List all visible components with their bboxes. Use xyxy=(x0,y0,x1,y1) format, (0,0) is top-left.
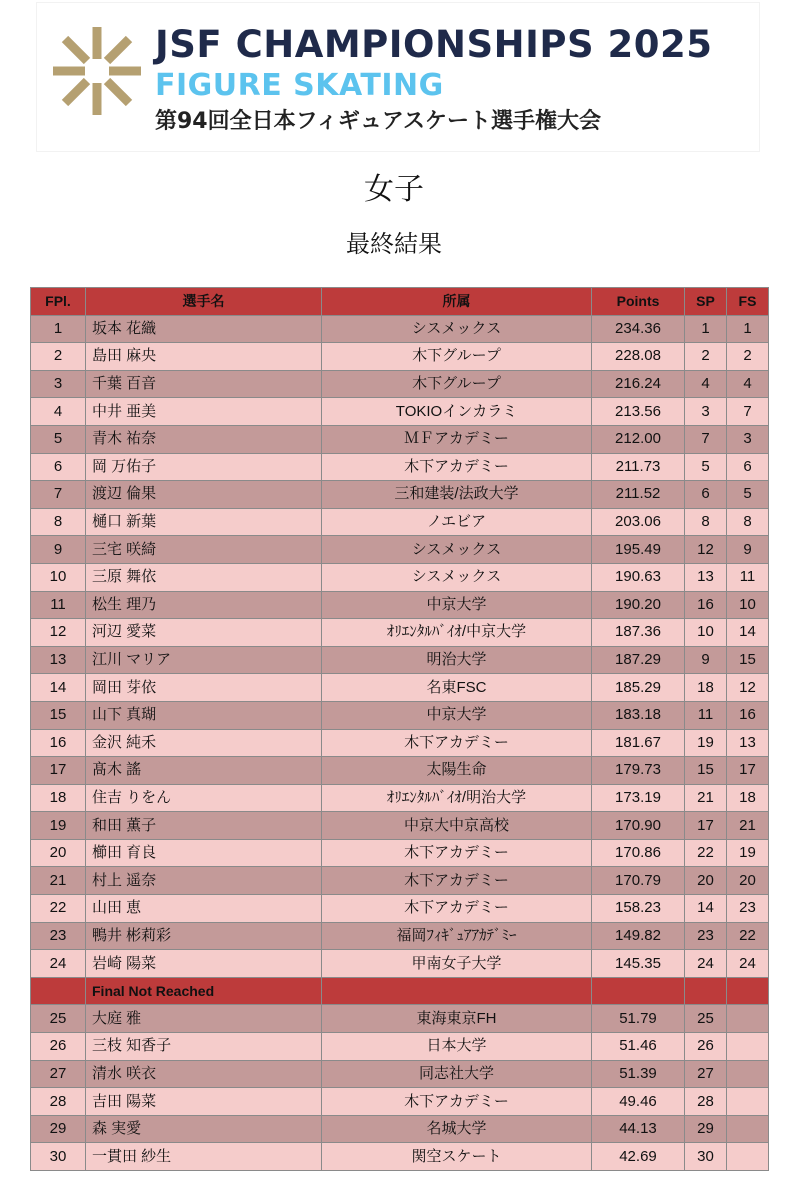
section-row-final-not-reached xyxy=(31,977,769,1005)
cell-fs: 6 xyxy=(727,453,769,481)
cell-name: 一貫田 紗生 xyxy=(86,1143,322,1171)
cell-fpl: 8 xyxy=(31,508,86,536)
cell-fpl: 9 xyxy=(31,536,86,564)
table-row[interactable] xyxy=(31,508,769,536)
results-table xyxy=(30,287,769,1171)
cell-fpl: 19 xyxy=(31,812,86,840)
cell-club: シスメックス xyxy=(322,315,592,343)
cell-fpl: 28 xyxy=(31,1088,86,1116)
cell-sp: 23 xyxy=(685,922,727,950)
section-empty-cell xyxy=(592,977,685,1005)
table-row[interactable] xyxy=(31,729,769,757)
cell-sp: 9 xyxy=(685,646,727,674)
cell-club: TOKIOインカラミ xyxy=(322,398,592,426)
cell-fpl: 26 xyxy=(31,1033,86,1061)
cell-fs: 14 xyxy=(727,619,769,647)
cell-name: 松生 理乃 xyxy=(86,591,322,619)
cell-points: 211.52 xyxy=(592,481,685,509)
table-row[interactable] xyxy=(31,425,769,453)
cell-fpl: 6 xyxy=(31,453,86,481)
cell-club: 福岡ﾌｨｷﾞｭｱｱｶﾃﾞﾐｰ xyxy=(322,922,592,950)
cell-fs: 20 xyxy=(727,867,769,895)
cell-name: 岡 万佑子 xyxy=(86,453,322,481)
cell-fpl: 4 xyxy=(31,398,86,426)
cell-fs: 5 xyxy=(727,481,769,509)
cell-name: 樋口 新葉 xyxy=(86,508,322,536)
table-row[interactable] xyxy=(31,922,769,950)
cell-sp: 30 xyxy=(685,1143,727,1171)
cell-fpl: 24 xyxy=(31,950,86,978)
cell-fs: 15 xyxy=(727,646,769,674)
table-row[interactable] xyxy=(31,646,769,674)
cell-points: 228.08 xyxy=(592,343,685,371)
section-empty-cell xyxy=(685,977,727,1005)
cell-fs: 16 xyxy=(727,701,769,729)
cell-fpl: 2 xyxy=(31,343,86,371)
cell-club: 関空スケート xyxy=(322,1143,592,1171)
table-row[interactable] xyxy=(31,784,769,812)
table-row[interactable] xyxy=(31,950,769,978)
cell-points: 145.35 xyxy=(592,950,685,978)
cell-sp: 26 xyxy=(685,1033,727,1061)
cell-fs: 8 xyxy=(727,508,769,536)
cell-points: 187.36 xyxy=(592,619,685,647)
table-row[interactable] xyxy=(31,1060,769,1088)
cell-club: ｵﾘｴﾝﾀﾙﾊﾞｲｵ/明治大学 xyxy=(322,784,592,812)
col-header-points[interactable]: Points xyxy=(592,288,685,316)
table-row[interactable] xyxy=(31,674,769,702)
snowflake-logo-icon xyxy=(47,21,147,121)
cell-fs: 9 xyxy=(727,536,769,564)
cell-fs: 11 xyxy=(727,563,769,591)
cell-sp: 15 xyxy=(685,757,727,785)
table-row[interactable] xyxy=(31,1088,769,1116)
col-header-fs[interactable]: FS xyxy=(727,288,769,316)
cell-fs xyxy=(727,1088,769,1116)
cell-points: 170.86 xyxy=(592,839,685,867)
cell-points: 51.39 xyxy=(592,1060,685,1088)
cell-fpl: 11 xyxy=(31,591,86,619)
cell-points: 190.63 xyxy=(592,563,685,591)
cell-club: 名東FSC xyxy=(322,674,592,702)
cell-sp: 28 xyxy=(685,1088,727,1116)
cell-club: 木下アカデミー xyxy=(322,895,592,923)
table-row[interactable] xyxy=(31,453,769,481)
table-row[interactable] xyxy=(31,1005,769,1033)
cell-fpl: 7 xyxy=(31,481,86,509)
cell-fs: 2 xyxy=(727,343,769,371)
col-header-fpl[interactable]: FPl. xyxy=(31,288,86,316)
cell-points: 181.67 xyxy=(592,729,685,757)
cell-sp: 7 xyxy=(685,425,727,453)
section-empty-cell xyxy=(322,977,592,1005)
cell-fpl: 20 xyxy=(31,839,86,867)
cell-sp: 10 xyxy=(685,619,727,647)
cell-club: 明治大学 xyxy=(322,646,592,674)
cell-fs: 21 xyxy=(727,812,769,840)
cell-sp: 3 xyxy=(685,398,727,426)
cell-name: 江川 マリア xyxy=(86,646,322,674)
cell-fpl: 12 xyxy=(31,619,86,647)
banner-japanese-title: 第94回全日本フィギュアスケート選手権大会 xyxy=(155,109,601,134)
cell-fs: 1 xyxy=(727,315,769,343)
cell-fs xyxy=(727,1143,769,1171)
cell-points: 51.46 xyxy=(592,1033,685,1061)
cell-sp: 2 xyxy=(685,343,727,371)
section-label: Final Not Reached xyxy=(86,977,322,1005)
cell-sp: 11 xyxy=(685,701,727,729)
cell-points: 212.00 xyxy=(592,425,685,453)
table-row[interactable] xyxy=(31,398,769,426)
cell-fpl: 3 xyxy=(31,370,86,398)
cell-name: 和田 薫子 xyxy=(86,812,322,840)
table-row[interactable] xyxy=(31,591,769,619)
result-title: 最終結果 xyxy=(346,231,442,258)
section-empty-cell xyxy=(727,977,769,1005)
table-row[interactable] xyxy=(31,701,769,729)
cell-fs: 13 xyxy=(727,729,769,757)
cell-fs: 22 xyxy=(727,922,769,950)
cell-sp: 22 xyxy=(685,839,727,867)
cell-fpl: 23 xyxy=(31,922,86,950)
table-row[interactable] xyxy=(31,619,769,647)
cell-sp: 5 xyxy=(685,453,727,481)
cell-fs: 17 xyxy=(727,757,769,785)
cell-club: 日本大学 xyxy=(322,1033,592,1061)
cell-name: 鴨井 彬莉彩 xyxy=(86,922,322,950)
cell-sp: 17 xyxy=(685,812,727,840)
cell-name: 村上 遥奈 xyxy=(86,867,322,895)
cell-points: 216.24 xyxy=(592,370,685,398)
cell-points: 203.06 xyxy=(592,508,685,536)
cell-sp: 27 xyxy=(685,1060,727,1088)
cell-sp: 14 xyxy=(685,895,727,923)
table-row[interactable] xyxy=(31,563,769,591)
cell-sp: 25 xyxy=(685,1005,727,1033)
cell-fs xyxy=(727,1060,769,1088)
cell-name: 山下 真瑚 xyxy=(86,701,322,729)
cell-name: 大庭 雅 xyxy=(86,1005,322,1033)
event-banner xyxy=(37,3,759,151)
cell-name: 渡辺 倫果 xyxy=(86,481,322,509)
cell-sp: 18 xyxy=(685,674,727,702)
cell-sp: 19 xyxy=(685,729,727,757)
banner-title: JSF CHAMPIONSHIPS 2025 xyxy=(155,23,713,66)
cell-points: 149.82 xyxy=(592,922,685,950)
cell-name: 坂本 花織 xyxy=(86,315,322,343)
cell-club: シスメックス xyxy=(322,563,592,591)
cell-points: 170.90 xyxy=(592,812,685,840)
cell-points: 211.73 xyxy=(592,453,685,481)
cell-name: 千葉 百音 xyxy=(86,370,322,398)
table-header-row xyxy=(31,288,769,316)
cell-points: 158.23 xyxy=(592,895,685,923)
table-row[interactable] xyxy=(31,895,769,923)
cell-name: 櫛田 育良 xyxy=(86,839,322,867)
cell-points: 170.79 xyxy=(592,867,685,895)
cell-club: ノエビア xyxy=(322,508,592,536)
cell-name: 青木 祐奈 xyxy=(86,425,322,453)
cell-name: 金沢 純禾 xyxy=(86,729,322,757)
cell-fpl: 22 xyxy=(31,895,86,923)
cell-club: 甲南女子大学 xyxy=(322,950,592,978)
cell-sp: 6 xyxy=(685,481,727,509)
cell-name: 岩崎 陽菜 xyxy=(86,950,322,978)
cell-points: 49.46 xyxy=(592,1088,685,1116)
cell-name: 島田 麻央 xyxy=(86,343,322,371)
cell-fs: 18 xyxy=(727,784,769,812)
cell-name: 三原 舞依 xyxy=(86,563,322,591)
cell-club: 木下アカデミー xyxy=(322,839,592,867)
cell-points: 185.29 xyxy=(592,674,685,702)
cell-points: 42.69 xyxy=(592,1143,685,1171)
cell-fpl: 1 xyxy=(31,315,86,343)
cell-name: 清水 咲衣 xyxy=(86,1060,322,1088)
cell-club: 同志社大学 xyxy=(322,1060,592,1088)
table-row[interactable] xyxy=(31,839,769,867)
cell-fs: 10 xyxy=(727,591,769,619)
cell-points: 44.13 xyxy=(592,1115,685,1143)
cell-club: ｵﾘｴﾝﾀﾙﾊﾞｲｵ/中京大学 xyxy=(322,619,592,647)
cell-club: 中京大中京高校 xyxy=(322,812,592,840)
table-row[interactable] xyxy=(31,343,769,371)
cell-fpl: 13 xyxy=(31,646,86,674)
cell-points: 179.73 xyxy=(592,757,685,785)
cell-club: 名城大学 xyxy=(322,1115,592,1143)
cell-sp: 24 xyxy=(685,950,727,978)
col-header-club[interactable]: 所属 xyxy=(322,288,592,316)
cell-fpl: 29 xyxy=(31,1115,86,1143)
category-title: 女子 xyxy=(364,173,424,206)
banner-subtitle: FIGURE SKATING xyxy=(155,68,444,103)
cell-name: 河辺 愛菜 xyxy=(86,619,322,647)
col-header-sp[interactable]: SP xyxy=(685,288,727,316)
cell-club: シスメックス xyxy=(322,536,592,564)
cell-fpl: 14 xyxy=(31,674,86,702)
table-row[interactable] xyxy=(31,536,769,564)
cell-club: 木下アカデミー xyxy=(322,729,592,757)
cell-points: 195.49 xyxy=(592,536,685,564)
cell-fpl: 17 xyxy=(31,757,86,785)
cell-sp: 13 xyxy=(685,563,727,591)
cell-sp: 16 xyxy=(685,591,727,619)
col-header-name[interactable]: 選手名 xyxy=(86,288,322,316)
cell-fpl: 18 xyxy=(31,784,86,812)
cell-sp: 4 xyxy=(685,370,727,398)
cell-sp: 1 xyxy=(685,315,727,343)
cell-sp: 8 xyxy=(685,508,727,536)
cell-fs xyxy=(727,1005,769,1033)
table-row[interactable] xyxy=(31,867,769,895)
cell-fs: 7 xyxy=(727,398,769,426)
cell-fpl: 25 xyxy=(31,1005,86,1033)
cell-club: 木下グループ xyxy=(322,343,592,371)
table-row[interactable] xyxy=(31,315,769,343)
cell-sp: 21 xyxy=(685,784,727,812)
cell-fpl: 16 xyxy=(31,729,86,757)
cell-fpl: 10 xyxy=(31,563,86,591)
cell-points: 51.79 xyxy=(592,1005,685,1033)
cell-points: 173.19 xyxy=(592,784,685,812)
cell-sp: 20 xyxy=(685,867,727,895)
cell-fs xyxy=(727,1115,769,1143)
cell-name: 住吉 りをん xyxy=(86,784,322,812)
cell-name: 山田 恵 xyxy=(86,895,322,923)
cell-club: 木下アカデミー xyxy=(322,867,592,895)
section-empty-cell xyxy=(31,977,86,1005)
cell-points: 213.56 xyxy=(592,398,685,426)
table-row[interactable] xyxy=(31,1033,769,1061)
table-row[interactable] xyxy=(31,1115,769,1143)
cell-fs: 23 xyxy=(727,895,769,923)
cell-name: 森 実愛 xyxy=(86,1115,322,1143)
cell-points: 187.29 xyxy=(592,646,685,674)
cell-name: 吉田 陽菜 xyxy=(86,1088,322,1116)
cell-club: 中京大学 xyxy=(322,701,592,729)
cell-club: 木下アカデミー xyxy=(322,453,592,481)
cell-fs: 3 xyxy=(727,425,769,453)
table-row[interactable] xyxy=(31,1143,769,1171)
cell-fpl: 5 xyxy=(31,425,86,453)
cell-fs: 19 xyxy=(727,839,769,867)
cell-name: 三枝 知香子 xyxy=(86,1033,322,1061)
cell-fpl: 30 xyxy=(31,1143,86,1171)
cell-fs: 4 xyxy=(727,370,769,398)
cell-club: 太陽生命 xyxy=(322,757,592,785)
cell-name: 髙木 謠 xyxy=(86,757,322,785)
cell-fs xyxy=(727,1033,769,1061)
cell-points: 234.36 xyxy=(592,315,685,343)
cell-fpl: 15 xyxy=(31,701,86,729)
cell-fs: 12 xyxy=(727,674,769,702)
cell-club: ＭＦアカデミー xyxy=(322,425,592,453)
cell-points: 183.18 xyxy=(592,701,685,729)
table-row[interactable] xyxy=(31,812,769,840)
cell-fpl: 21 xyxy=(31,867,86,895)
cell-points: 190.20 xyxy=(592,591,685,619)
table-row[interactable] xyxy=(31,481,769,509)
cell-club: 木下グループ xyxy=(322,370,592,398)
cell-name: 三宅 咲綺 xyxy=(86,536,322,564)
table-row[interactable] xyxy=(31,757,769,785)
cell-sp: 12 xyxy=(685,536,727,564)
cell-name: 中井 亜美 xyxy=(86,398,322,426)
cell-club: 三和建装/法政大学 xyxy=(322,481,592,509)
cell-club: 中京大学 xyxy=(322,591,592,619)
cell-fs: 24 xyxy=(727,950,769,978)
cell-club: 木下アカデミー xyxy=(322,1088,592,1116)
results-body xyxy=(31,315,769,1170)
table-row[interactable] xyxy=(31,370,769,398)
cell-club: 東海東京FH xyxy=(322,1005,592,1033)
cell-sp: 29 xyxy=(685,1115,727,1143)
cell-name: 岡田 芽依 xyxy=(86,674,322,702)
cell-fpl: 27 xyxy=(31,1060,86,1088)
